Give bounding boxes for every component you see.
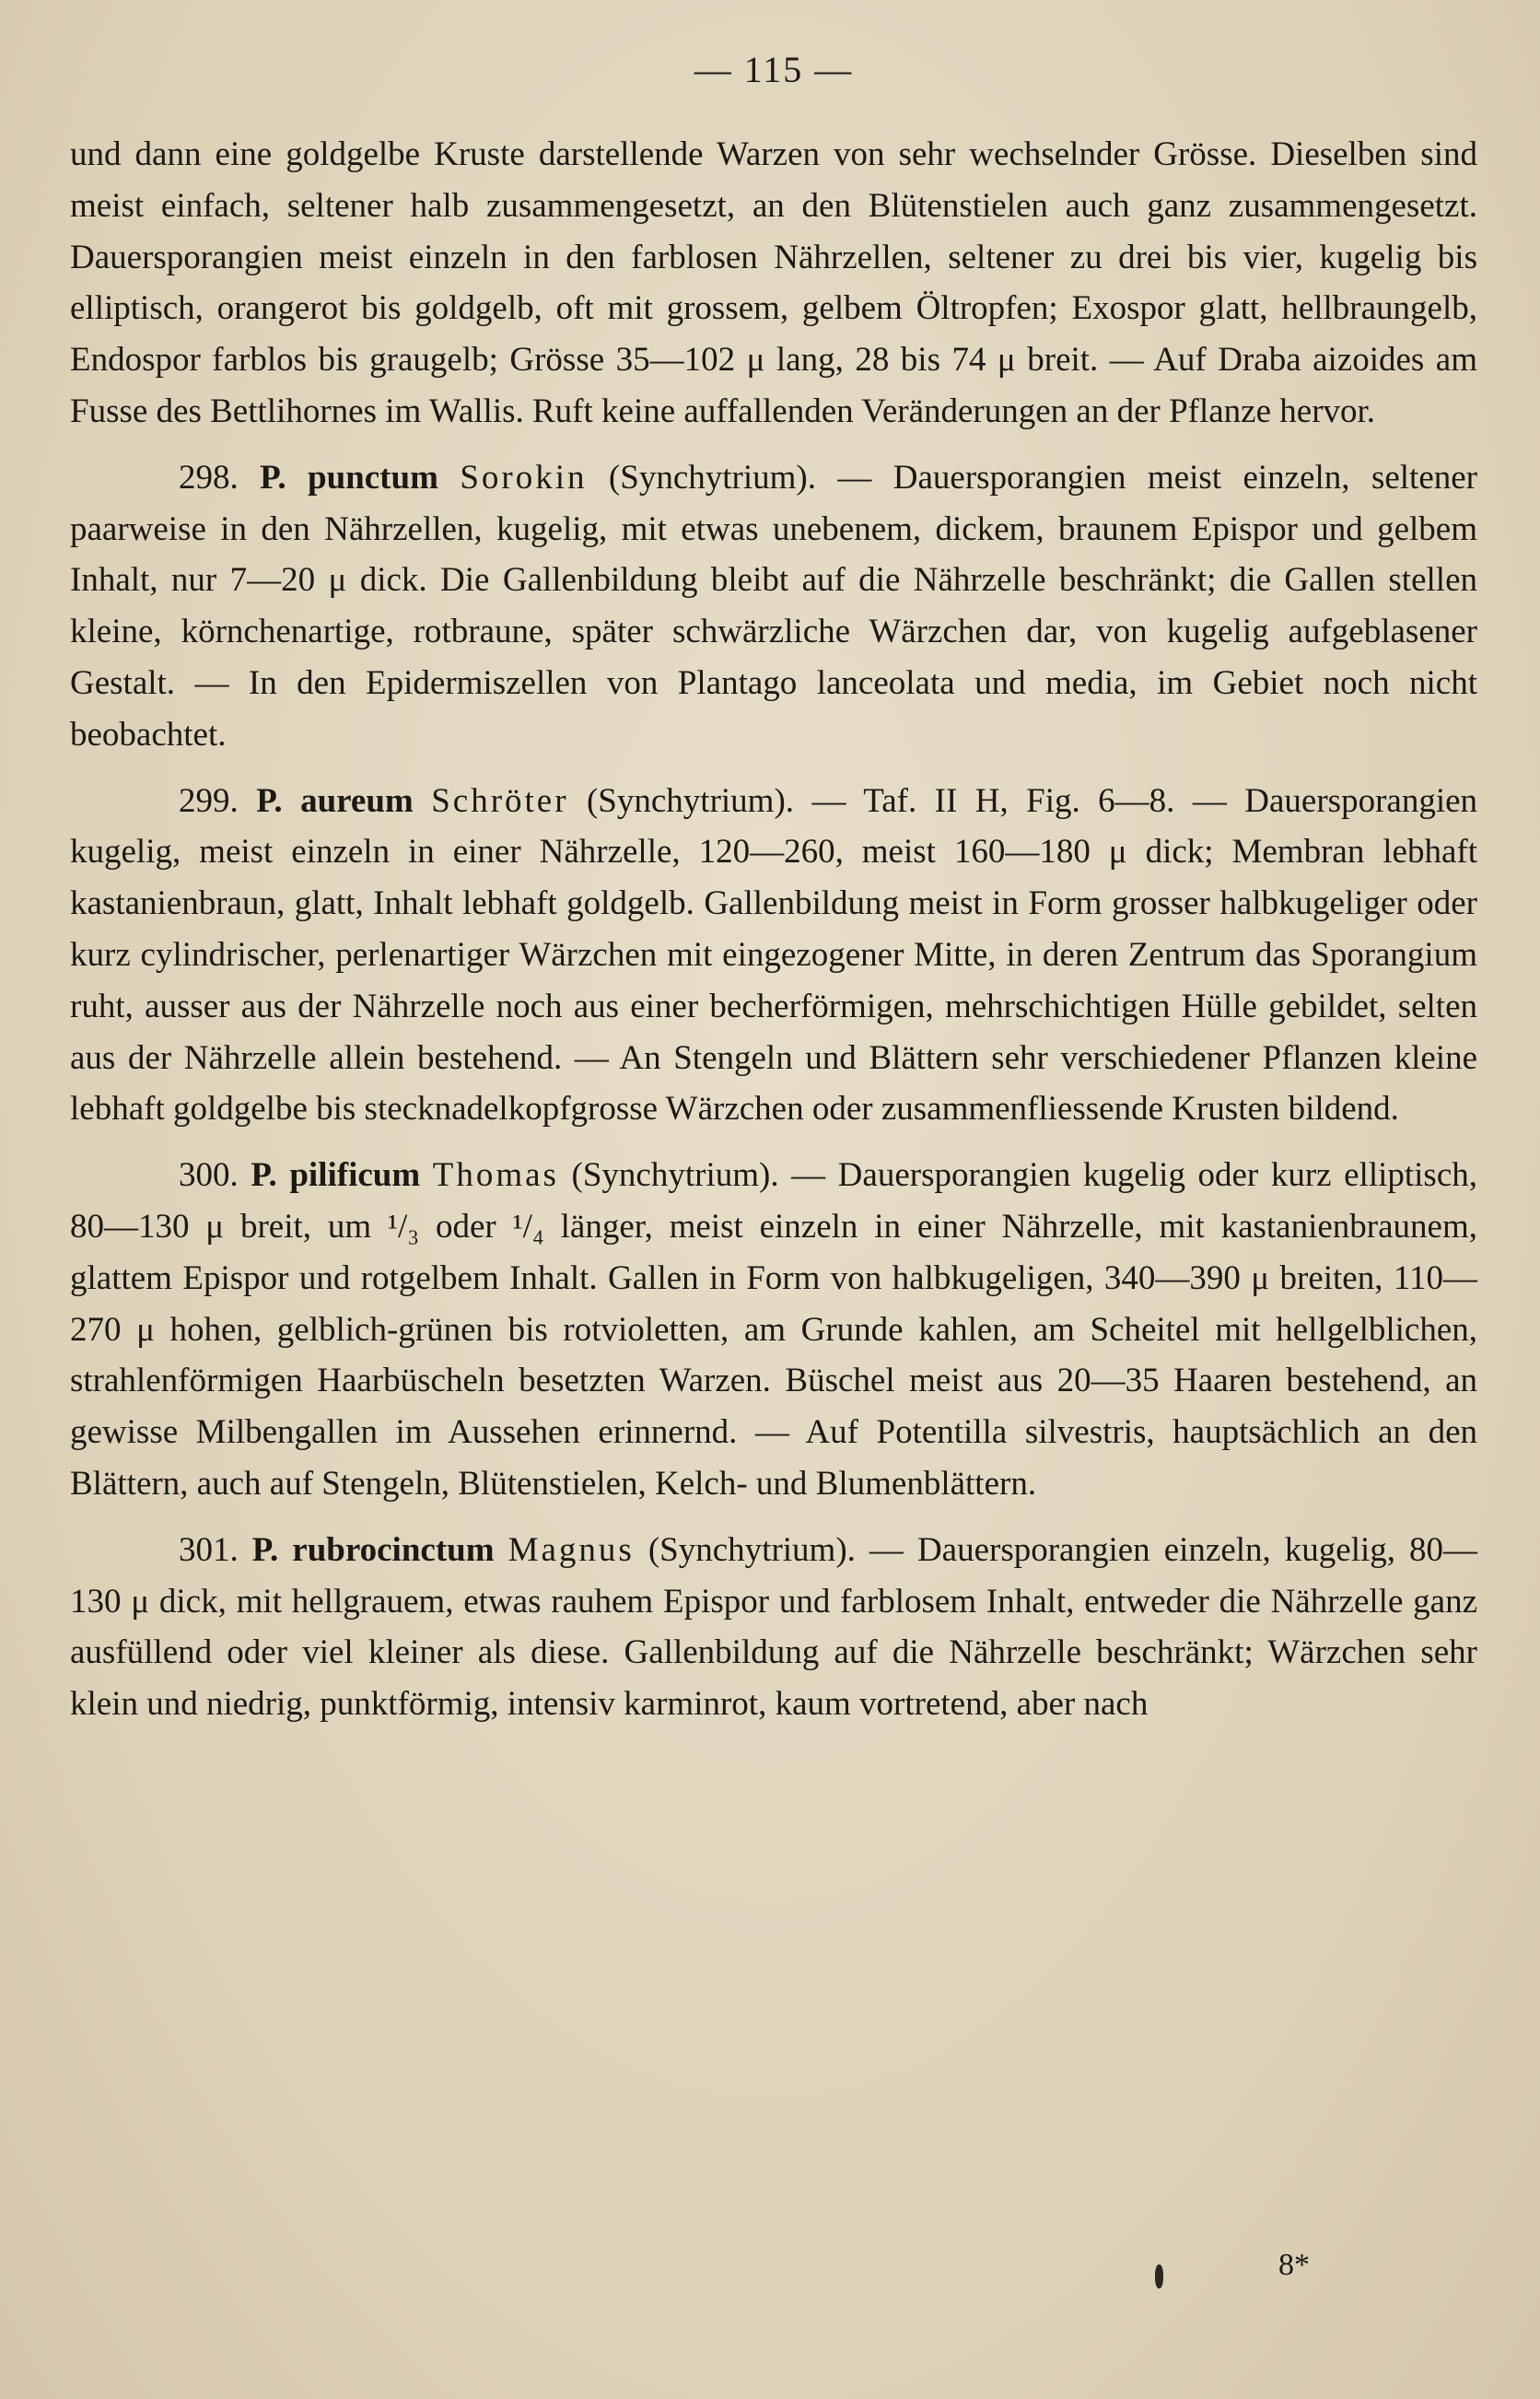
- species-entry-300: [70, 1150, 1477, 1510]
- entry-description: (Synchytrium). — Dauersporangien einzeln, kugelig, 80—130 μ dick, mit hellgrauem, etwas rauhem Epispor und farblosem Inhalt, entweder die Nährzelle ganz ausfüllend oder viel kleiner als diese. Gallenbildung auf die Nährzelle beschränkt; Wärzchen sehr klein und niedrig, punktförmig, intensiv karminrot, kaum vortretend, aber nach: [70, 1530, 1478, 1724]
- entry-number: 298.: [179, 458, 239, 497]
- sheet-signature: 8*: [1278, 2248, 1310, 2282]
- entry-description: (Synchytrium). — Taf. II H, Fig. 6—8. — Dauersporangien kugelig, meist einzeln in einer Nährzelle, 120—260, meist 160—180 μ dick; Membran lebhaft kastanienbraun, glatt, Inhalt lebhaft goldgelb. Gallenbildung meist in Form grosser halbkugeliger oder kurz cylindrischer, perlenartiger Wärzchen mit eingezogener Mitte, in deren Zentrum das Sporangium ruht, ausser aus der Nährzelle noch aus einer becherförmigen, mehrschichtigen Hülle gebildet, selten aus der Nährzelle allein bestehend. — An Stengeln und Blättern sehr verschiedener Pflanzen kleine lebhaft goldgelbe bis stecknadelkopfgrosse Wärzchen oder zusammenfliessende Krusten bildend.: [70, 781, 1478, 1129]
- entry-author: Thomas: [432, 1156, 559, 1195]
- entry-species: pilificum: [289, 1156, 421, 1195]
- entry-species: punctum: [308, 458, 438, 497]
- entry-species: aureum: [300, 781, 414, 820]
- body-text: [70, 129, 1477, 1730]
- page-number: — 115 —: [694, 49, 854, 90]
- entry-number: 300.: [179, 1156, 239, 1195]
- entry-genus: P.: [256, 781, 283, 820]
- ink-speck: [1155, 2264, 1163, 2288]
- entry-description: (Synchytrium). — Dauersporangien meist einzeln, seltener paarweise in den Nährzellen, kugelig, mit etwas unebenem, dickem, braunem Epispor und gelbem Inhalt, nur 7—20 μ dick. Die Gallenbildung bleibt auf die Nährzelle beschränkt; die Gallen stellen kleine, körnchenartige, rotbraune, später schwärzliche Wärzchen dar, von kugelig aufgeblasener Gestalt. — In den Epidermiszellen von Plantago lanceolata und media, im Gebiet noch nicht beobachtet.: [70, 458, 1478, 754]
- entry-number: 301.: [179, 1530, 239, 1569]
- entry-species: rubrocinctum: [292, 1530, 495, 1569]
- entry-genus: P.: [251, 1530, 279, 1569]
- entry-genus: P.: [251, 1156, 277, 1195]
- species-entry-298: [70, 452, 1477, 761]
- entry-description: (Synchytrium). — Dauersporangien kugelig oder kurz elliptisch, 80—130 μ breit, um ¹/₃ oder ¹/₄ länger, meist einzeln in einer Nährzelle, mit kastanienbraunem, glattem Epispor und rotgelbem Inhalt. Gallen in Form von halbkugeligen, 340—390 μ breiten, 110—270 μ hohen, gelblich-grünen bis rotvioletten, am Grunde kahlen, am Scheitel mit hellgelblichen, strahlenförmigen Haarbüscheln besetzten Warzen. Büschel meist aus 20—35 Haaren bestehend, an gewisse Milbengallen im Aussehen erinnernd. — Auf Potentilla silvestris, hauptsächlich an den Blättern, auch auf Stengeln, Blütenstielen, Kelch- und Blumenblättern.: [70, 1156, 1478, 1503]
- book-page: [70, 0, 1477, 2399]
- species-entry-301: [70, 1525, 1477, 1730]
- entry-number: 299.: [179, 781, 239, 820]
- entry-author: Magnus: [508, 1530, 635, 1569]
- entry-author: Sorokin: [460, 458, 588, 497]
- entry-genus: P.: [260, 458, 286, 497]
- intro-paragraph: und dann eine goldgelbe Kruste darstellende Warzen von sehr wechselnder Grösse. Dieselben sind meist einfach, seltener halb zusammengesetzt, an den Blütenstielen auch ganz zusammengesetzt. Dauersporangien meist einzeln in den farblosen Nährzellen, seltener zu drei bis vier, kugelig bis elliptisch, orangerot bis goldgelb, oft mit grossem, gelbem Öltropfen; Exospor glatt, hellbraungelb, Endospor farblos bis graugelb; Grösse 35—102 μ lang, 28 bis 74 μ breit. — Auf Draba aizoides am Fusse des Bettlihornes im Wallis. Ruft keine auffallenden Veränderungen an der Pflanze hervor.: [70, 135, 1477, 430]
- species-entry-299: [70, 776, 1477, 1136]
- entry-author: Schröter: [431, 781, 569, 820]
